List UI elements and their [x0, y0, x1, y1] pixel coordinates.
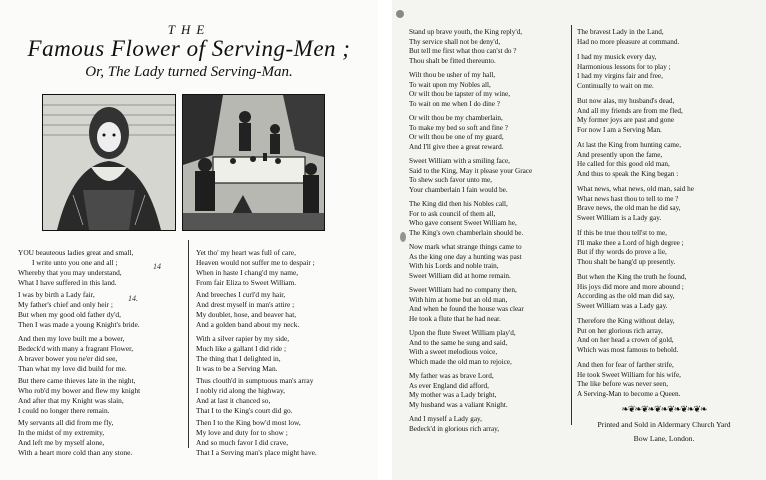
- stanza: [196, 418, 317, 458]
- woodcut-portrait-of-lady: [42, 94, 176, 231]
- verse-line: What I have suffered in this land.: [18, 278, 117, 287]
- verse-line: I'll make thee a Lord of high degree ;: [577, 238, 684, 247]
- stanza: [577, 28, 679, 47]
- verse-line: Upon the flute Sweet William play'd,: [409, 329, 516, 337]
- stanza: [577, 185, 694, 223]
- verse-line: Much like a gallant I did ride ;: [196, 344, 287, 353]
- verse-line: But there came thieves late in the night,: [18, 376, 136, 385]
- verse-line: He took Sweet William for his wife,: [577, 370, 681, 379]
- verse-line: What news hast thou to tell to me ?: [577, 194, 679, 203]
- verse-line: A Serving-Man to become a Queen.: [577, 389, 681, 398]
- verse-line: And then my love built me a bower,: [18, 334, 125, 343]
- stanza: [409, 329, 516, 367]
- verse-line: I had my musick every day,: [577, 53, 657, 61]
- stanza: [577, 361, 681, 399]
- verse-line: And after that my Knight was slain,: [18, 396, 124, 405]
- verse-line: And thus to speak the King began :: [577, 169, 679, 178]
- verse-line: I had my virgins fair and free,: [577, 72, 663, 81]
- printer-ornament-row: ❧❦❧❦❧❦❧❦❧❦❧❦❧: [621, 404, 707, 414]
- verse-line: Said to the King, May it please your Grace: [409, 166, 533, 175]
- verse-line: Thy service shall not be deny'd,: [409, 37, 501, 46]
- stanza: [409, 157, 532, 195]
- verse-line: My father was as brave Lord,: [409, 372, 494, 380]
- handwritten-mark: 14: [153, 262, 161, 271]
- stanza: [18, 376, 140, 416]
- verse-line: Thou shalt be fitted thereunto.: [409, 56, 496, 65]
- verse-line: Bedeck'd in glorious rich array,: [409, 424, 500, 433]
- verse-line: With a silver rapier by my side,: [196, 334, 290, 343]
- verse-line: What news, what news, old man, said he: [577, 185, 694, 193]
- verse-line: And when he found the house was clear: [409, 305, 524, 314]
- verse-line: Or wilt thou be one of my guard,: [409, 133, 504, 142]
- stanza: [409, 243, 522, 281]
- stanza: [409, 415, 499, 434]
- stanza: [18, 290, 140, 330]
- stanza: [196, 248, 315, 288]
- verse-line: Thou shalt be hang'd up presently.: [577, 257, 676, 266]
- verse-line: He took a flute that he had near.: [409, 314, 501, 323]
- verse-line: And left me by myself alone,: [18, 438, 105, 447]
- stanza: [577, 53, 671, 91]
- verse-line: I write unto you one and all ;: [32, 258, 118, 267]
- verse-line: That I a Serving man's place might have.: [196, 448, 317, 457]
- ink-blot: [400, 232, 406, 242]
- verse-line: Sweet William was a Lady gay.: [577, 301, 668, 310]
- verse-line: And presently upon the fame,: [577, 150, 663, 159]
- verse-line: Which made the old man to rejoice,: [409, 357, 512, 366]
- verse-line: My former joys are past and gone: [577, 116, 675, 125]
- verse-line: But when my good old father dy'd,: [18, 310, 121, 319]
- verse-line: At last the King from hunting came,: [577, 141, 681, 149]
- stanza: [409, 372, 508, 410]
- column-divider: [571, 25, 572, 425]
- verse-line: My servants all did from me fly,: [18, 418, 114, 427]
- verse-line: And at last it chanced so,: [196, 396, 271, 405]
- verse-line: My doublet, hose, and beaver hat,: [196, 310, 297, 319]
- handwritten-mark: 14.: [128, 294, 138, 303]
- imprint-address: Bow Lane, London.: [633, 434, 695, 443]
- stanza: [196, 334, 289, 374]
- verse-line: With a sweet melodious voice,: [409, 348, 498, 357]
- stanza: [577, 97, 683, 135]
- verse-line: And all my friends are from me fled,: [577, 106, 683, 115]
- verse-line: Or wilt thou be tapster of my wine,: [409, 90, 511, 99]
- verse-line: And I myself a Lady gay,: [409, 415, 482, 423]
- page-gutter: [378, 0, 392, 480]
- subtitle: Or, The Lady turned Serving-Man.: [85, 64, 293, 80]
- stanza: [196, 290, 299, 330]
- verse-line: And to the same he sung and said,: [409, 338, 508, 347]
- verse-line: For to ask council of them all,: [409, 209, 496, 218]
- verse-line: And drest myself in man's attire ;: [196, 300, 295, 309]
- verse-line: But if thy words do prove a lie,: [577, 248, 667, 257]
- verse-line: Then I to the King bow'd most low,: [196, 418, 301, 427]
- verse-line: Thus clouth'd in sumptuous man's array: [196, 376, 314, 385]
- verse-line: The King did then his Nobles call,: [409, 200, 508, 208]
- verse-line: For now I am a Serving Man.: [577, 125, 662, 134]
- verse-line: The like before was never seen,: [577, 380, 668, 389]
- stanza: [196, 376, 313, 416]
- verse-line: Or wilt thou be my chamberlain,: [409, 114, 503, 122]
- verse-line: My husband was a valiant Knight.: [409, 400, 508, 409]
- verse-line: Wilt thou be usher of my hall,: [409, 71, 496, 79]
- stanza: [409, 114, 508, 152]
- stanza: [409, 200, 523, 238]
- stanza: [409, 286, 524, 324]
- title-the: THE: [167, 22, 211, 37]
- verse-line: The thing that I delighted in,: [196, 354, 281, 363]
- verse-line: To shew such favor unto me,: [409, 176, 492, 185]
- verse-line: I could no longer there remain.: [18, 406, 110, 415]
- verse-line: Sweet William is a Lady gay.: [577, 213, 662, 222]
- verse-line: Now mark what strange things came to: [409, 243, 522, 251]
- verse-line: He called for this good old man,: [577, 160, 670, 169]
- verse-line: Bedeck'd with many a fragrant Flower,: [18, 344, 134, 353]
- verse-line: The King's own chamberlain should be.: [409, 228, 524, 237]
- verse-line: It was to be a Serving Man.: [196, 364, 278, 373]
- verse-line: With his Lords and noble train,: [409, 262, 499, 271]
- stanza: [18, 248, 133, 288]
- verse-line: And I'll give thee a great reward.: [409, 142, 504, 151]
- verse-line: My mother was a Lady bright,: [409, 391, 497, 400]
- verse-line: If this be true thou tell'st to me,: [577, 229, 667, 237]
- verse-line: I nobly rid along the highway,: [196, 386, 286, 395]
- main-title: Famous Flower of Serving-Men ;: [27, 36, 351, 61]
- stanza: [409, 71, 510, 109]
- verse-line: From fair Eliza to Sweet William.: [196, 278, 297, 287]
- verse-line: But when the King the truth he found,: [577, 273, 687, 281]
- verse-line: The bravest Lady in the Land,: [577, 28, 664, 36]
- verse-line: A braver bower you ne'er did see,: [18, 354, 118, 363]
- verse-line: And then for fear of farther strife,: [577, 361, 674, 369]
- verse-line: Than what my love did build for me.: [18, 364, 127, 373]
- verse-line: And breeches I curl'd my hair,: [196, 290, 286, 299]
- verse-line: Which was most famous to behold.: [577, 345, 679, 354]
- verse-line: Sweet William with a smiling face,: [409, 157, 510, 165]
- verse-line: I was by birth a Lady fair,: [18, 290, 95, 299]
- verse-line: To wait upon my Nobles all,: [409, 80, 491, 89]
- verse-line: To wait on me when I do dine ?: [409, 99, 500, 108]
- stanza: [18, 418, 132, 458]
- imprint-line: Printed and Sold in Aldermary Church Yard: [597, 420, 731, 429]
- verse-line: And on her head a crown of gold,: [577, 336, 674, 345]
- ink-blot: [396, 10, 404, 18]
- verse-line: Heaven would not suffer me to despair ;: [196, 258, 315, 267]
- verse-line: With him at home but an old man,: [409, 295, 508, 304]
- verse-line: Your chamberlain I fain would be.: [409, 185, 508, 194]
- verse-line: Sweet William had no company then,: [409, 286, 517, 294]
- verse-line: Who rob'd my bower and flew my knight: [18, 386, 141, 395]
- woodcut-banquet-scene: [182, 94, 325, 231]
- verse-line: But now alas, my husband's dead,: [577, 97, 675, 105]
- verse-line: But tell me first what thou can'st do ?: [409, 47, 517, 56]
- verse-line: His joys did more and more abound ;: [577, 282, 684, 291]
- column-divider: [188, 240, 189, 448]
- verse-line: As ever England did afford,: [409, 381, 489, 390]
- stanza: [409, 28, 522, 66]
- verse-line: With a heart more cold than any stone.: [18, 448, 133, 457]
- verse-line: Stand up brave youth, the King reply'd,: [409, 28, 523, 36]
- stanza: [577, 273, 686, 311]
- verse-line: Who gave consent Sweet William he,: [409, 219, 517, 228]
- verse-line: That I to the King's court did go.: [196, 406, 293, 415]
- verse-line: As the king one day a hunting was past: [409, 252, 522, 261]
- verse-line: In the midst of my extremity,: [18, 428, 105, 437]
- stanza: [577, 317, 678, 355]
- verse-line: And a golden band about my neck.: [196, 320, 300, 329]
- stanza: [577, 229, 684, 267]
- verse-line: Had no more pleasure at command.: [577, 37, 680, 46]
- verse-line: Brave news, the old man he did say,: [577, 204, 681, 213]
- stanza: [18, 334, 133, 374]
- verse-line: Continually to wait on me.: [577, 81, 654, 90]
- verse-line: YOU beauteous ladies great and small,: [18, 248, 134, 257]
- verse-line: According as the old man did say,: [577, 292, 675, 301]
- left-broadside-page: [0, 0, 378, 480]
- verse-line: Then I was made a young Knight's bride.: [18, 320, 140, 329]
- verse-line: Put on her glorious rich array,: [577, 326, 663, 335]
- verse-line: Harmonious lessons for to play ;: [577, 62, 671, 71]
- verse-line: My love and duty for to show ;: [196, 428, 288, 437]
- verse-line: And so much favor I did crave,: [196, 438, 289, 447]
- verse-line: To make my bed so soft and fine ?: [409, 123, 508, 132]
- stanza: [577, 141, 681, 179]
- verse-line: Sweet William did at home remain.: [409, 271, 511, 280]
- verse-line: My father's chief and only heir ;: [18, 300, 113, 309]
- verse-line: Therefore the King without delay,: [577, 317, 675, 325]
- verse-line: Yet tho' my heart was full of care,: [196, 248, 296, 257]
- verse-line: When in haste I chang'd my name,: [196, 268, 299, 277]
- verse-line: Whereby that you may understand,: [18, 268, 122, 277]
